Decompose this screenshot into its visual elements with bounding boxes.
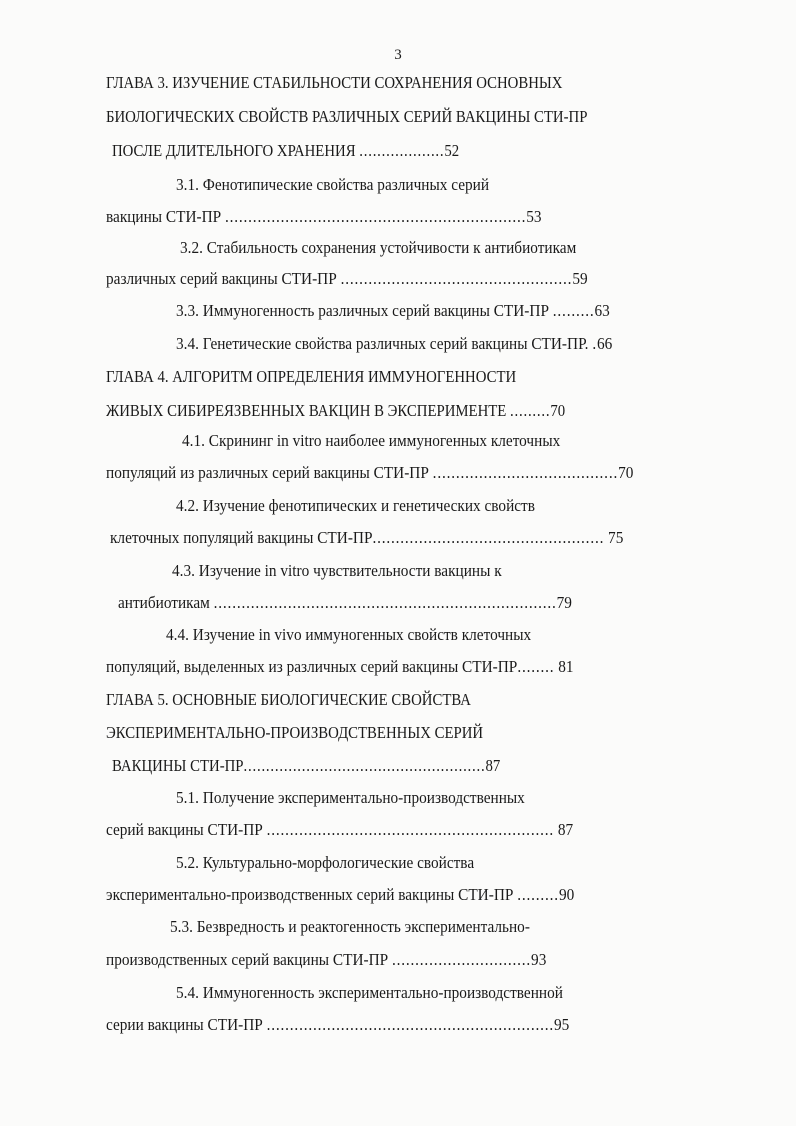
toc-section-3-1-line-2: вакцины СТИ-ПР .................................................................53 xyxy=(106,207,542,226)
toc-section-4-1-line-2: популяций из различных серий вакцины СТИ-ПР ........................................70 xyxy=(106,463,634,482)
toc-page-ref: 87 xyxy=(485,756,501,775)
toc-chapter-5-line-2: ЭКСПЕРИМЕНТАЛЬНО-ПРОИЗВОДСТВЕННЫХ СЕРИЙ xyxy=(106,723,484,742)
toc-section-4-3-line-2: антибиотикам ..........................................................................79 xyxy=(118,593,572,612)
toc-page-ref: 63 xyxy=(594,301,610,320)
toc-page-ref: 52 xyxy=(444,141,460,160)
toc-section-4-2-line-1: 4.2. Изучение фенотипических и генетических свойств xyxy=(176,496,535,515)
toc-chapter-3-line-2: БИОЛОГИЧЕСКИХ СВОЙСТВ РАЗЛИЧНЫХ СЕРИЙ ВАКЦИНЫ СТИ-ПР xyxy=(106,107,588,126)
toc-section-4-3-line-1: 4.3. Изучение in vitro чувствительности вакцины к xyxy=(172,561,502,580)
toc-section-4-1-line-1: 4.1. Скрининг in vitro наиболее иммуногенных клеточных xyxy=(182,431,561,450)
toc-page-ref: 90 xyxy=(558,885,575,904)
toc-page-ref: 53 xyxy=(526,207,542,226)
toc-page-ref: 87 xyxy=(557,820,574,839)
toc-section-5-3-line-2: производственных серий вакцины СТИ-ПР ..............................93 xyxy=(106,950,547,969)
toc-page-ref: 95 xyxy=(554,1015,570,1034)
toc-chapter-5-line-3: ВАКЦИНЫ СТИ-ПР......................................................87 xyxy=(112,756,501,775)
toc-page-ref: 75 xyxy=(608,528,624,547)
toc-page-ref: 59 xyxy=(572,269,588,288)
toc-page-ref: 66 xyxy=(596,334,613,353)
toc-section-3-3: 3.3. Иммуногенность различных серий вакцины СТИ-ПР .........63 xyxy=(176,301,610,320)
toc-page-ref: 79 xyxy=(556,593,572,612)
toc-section-5-1-line-2: серий вакцины СТИ-ПР .............................................................. 87 xyxy=(106,820,574,839)
page-number: 3 xyxy=(394,47,402,63)
toc-chapter-3-line-1: ГЛАВА 3. ИЗУЧЕНИЕ СТАБИЛЬНОСТИ СОХРАНЕНИЯ ОСНОВНЫХ xyxy=(106,73,563,92)
toc-section-3-2-line-2: различных серий вакцины СТИ-ПР ..................................................59 xyxy=(106,269,588,288)
toc-section-3-1-line-1: 3.1. Фенотипические свойства различных серий xyxy=(176,175,490,194)
toc-page-ref: 70 xyxy=(618,463,634,482)
toc-chapter-5-line-1: ГЛАВА 5. ОСНОВНЫЕ БИОЛОГИЧЕСКИЕ СВОЙСТВА xyxy=(106,690,471,709)
toc-section-5-4-line-1: 5.4. Иммуногенность экспериментально-производственной xyxy=(176,983,563,1002)
toc-chapter-4-line-1: ГЛАВА 4. АЛГОРИТМ ОПРЕДЕЛЕНИЯ ИММУНОГЕННОСТИ xyxy=(106,367,517,386)
toc-section-5-2-line-2: экспериментально-производственных серий вакцины СТИ-ПР .........90 xyxy=(106,885,575,904)
toc-section-5-1-line-1: 5.1. Получение экспериментально-производственных xyxy=(176,788,525,807)
toc-section-3-2-line-1: 3.2. Стабильность сохранения устойчивости к антибиотикам xyxy=(180,238,577,257)
toc-page-ref: 70 xyxy=(550,401,566,420)
toc-section-3-4: 3.4. Генетические свойства различных серий вакцины СТИ-ПР. .66 xyxy=(176,334,613,353)
toc-page-ref: 93 xyxy=(531,950,547,969)
toc-page-ref: 81 xyxy=(558,657,574,676)
toc-section-5-2-line-1: 5.2. Культурально-морфологические свойства xyxy=(176,853,475,872)
toc-chapter-3-line-3: ПОСЛЕ ДЛИТЕЛЬНОГО ХРАНЕНИЯ ...................52 xyxy=(112,141,460,160)
toc-section-4-4-line-2: популяций, выделенных из различных серий вакцины СТИ-ПР........ 81 xyxy=(106,657,574,676)
toc-section-4-2-line-2: клеточных популяций вакцины СТИ-ПР.................................................. 75 xyxy=(110,528,624,547)
toc-section-5-3-line-1: 5.3. Безвредность и реактогенность экспериментально- xyxy=(170,917,530,936)
toc-section-4-4-line-1: 4.4. Изучение in vivo иммуногенных свойств клеточных xyxy=(166,625,532,644)
toc-section-5-4-line-2: серии вакцины СТИ-ПР ..............................................................95 xyxy=(106,1015,570,1034)
toc-chapter-4-line-2: ЖИВЫХ СИБИРЕЯЗВЕННЫХ ВАКЦИН В ЭКСПЕРИМЕНТЕ .........70 xyxy=(106,401,566,420)
